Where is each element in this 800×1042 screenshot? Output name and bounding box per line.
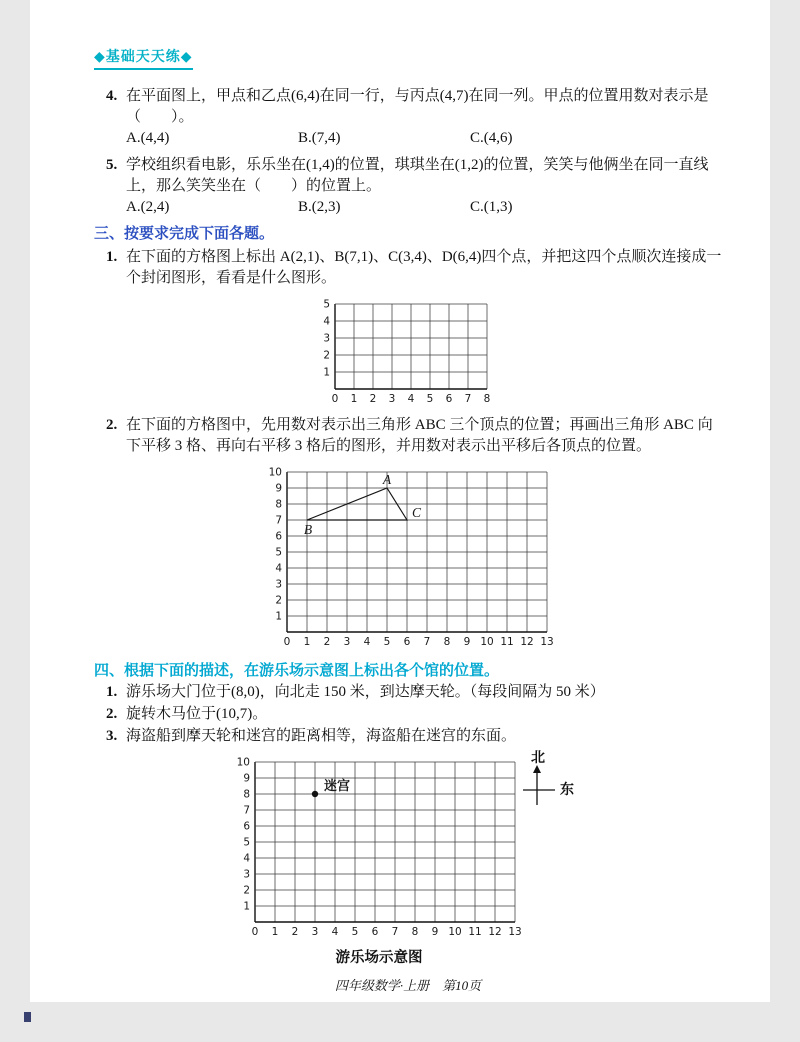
question-4-option-b: B.(7,4) (298, 130, 341, 146)
amusement-park-map-block (94, 750, 722, 967)
section-4-item-3-text: 海盗船到摩天轮和迷宫的距离相等，海盗船在迷宫的东面。 (126, 728, 517, 744)
compass-north-label: 北 (531, 749, 545, 765)
question-4-options (106, 128, 722, 149)
svg-text:10: 10 (448, 926, 462, 938)
question-4-number: 4. (106, 88, 118, 104)
svg-text:9: 9 (275, 482, 282, 495)
svg-text:3: 3 (243, 868, 250, 881)
svg-text:3: 3 (323, 332, 330, 345)
svg-text:7: 7 (243, 804, 250, 817)
svg-text:5: 5 (323, 298, 330, 311)
map-caption: 游乐场示意图 (335, 950, 423, 966)
svg-text:4: 4 (243, 852, 250, 865)
section-3-question-2-number: 2. (106, 417, 118, 433)
svg-text:3: 3 (311, 926, 319, 938)
svg-text:0: 0 (283, 636, 291, 648)
section-3-question-2-text: 在下面的方格图中，先用数对表示出三角形 ABC 三个顶点的位置；再画出三角形 ABC 向下平移 3 格、再向右平移 3 格后的图形，并用数对表示出平移后各顶点的位置。 (126, 417, 713, 454)
question-5-options (106, 197, 722, 218)
svg-text:2: 2 (323, 636, 331, 648)
vertex-label-A: A (382, 472, 392, 487)
svg-text:2: 2 (291, 926, 299, 938)
svg-text:12: 12 (520, 636, 534, 648)
section-3-question-1-number: 1. (106, 249, 118, 265)
svg-text:13: 13 (540, 636, 554, 648)
svg-text:6: 6 (445, 393, 453, 405)
question-5 (106, 155, 722, 197)
svg-text:5: 5 (383, 636, 391, 648)
svg-text:4: 4 (323, 315, 330, 328)
grid-plot-2 (267, 460, 722, 654)
svg-text:11: 11 (468, 926, 482, 938)
section-4-item-1 (106, 682, 722, 703)
svg-text:7: 7 (464, 393, 472, 405)
vertex-label-C: C (412, 505, 422, 520)
section-4-item-1-number: 1. (106, 684, 118, 700)
svg-text:7: 7 (423, 636, 431, 648)
svg-text:12: 12 (488, 926, 502, 938)
svg-text:0: 0 (251, 926, 259, 938)
svg-text:1: 1 (303, 636, 311, 648)
compass-cross-icon (522, 765, 558, 809)
section-3-question-1 (106, 247, 722, 289)
svg-text:5: 5 (351, 926, 359, 938)
svg-text:10: 10 (480, 636, 494, 648)
svg-text:1: 1 (271, 926, 279, 938)
svg-text:1: 1 (350, 393, 358, 405)
coordinate-grid-svg (267, 460, 555, 649)
question-5-text: 学校组织看电影，乐乐坐在(1,4)的位置，琪琪坐在(1,2)的位置，笑笑与他俩坐在同一直线上，那么笑笑坐在（ ）的位置上。 (126, 157, 709, 194)
question-5-option-a: A.(2,4) (126, 199, 170, 215)
grid-plot-1 (315, 292, 722, 411)
svg-text:7: 7 (275, 514, 282, 527)
grid-plot-3 (235, 750, 722, 944)
svg-text:9: 9 (431, 926, 439, 938)
svg-text:1: 1 (323, 366, 330, 379)
section-4-item-2-number: 2. (106, 706, 118, 722)
svg-text:6: 6 (275, 530, 282, 543)
svg-text:8: 8 (443, 636, 451, 648)
section-4-item-3-number: 3. (106, 728, 118, 744)
section-4-item-1-text: 游乐场大门位于(8,0)，向北走 150 米，到达摩天轮。（每段间隔为 50 米） (126, 684, 605, 700)
worksheet-page (30, 0, 770, 1002)
svg-text:9: 9 (463, 636, 471, 648)
question-4-option-c: C.(4,6) (470, 130, 513, 146)
svg-text:4: 4 (363, 636, 371, 648)
coordinate-grid-svg (315, 292, 495, 406)
section-3-heading: 三、按要求完成下面各题。 (94, 225, 275, 242)
svg-text:5: 5 (426, 393, 434, 405)
question-4 (106, 86, 722, 128)
question-4-option-a: A.(4,4) (126, 130, 170, 146)
svg-text:8: 8 (483, 393, 491, 405)
svg-text:4: 4 (275, 562, 282, 575)
svg-text:4: 4 (407, 393, 415, 405)
svg-text:3: 3 (275, 578, 282, 591)
marked-point-dot (312, 791, 318, 797)
svg-text:10: 10 (268, 466, 282, 479)
page-content (30, 0, 770, 994)
svg-text:13: 13 (508, 926, 522, 938)
section-4-item-3 (106, 726, 722, 747)
page-footer: 四年级数学·上册 第10页 (334, 978, 482, 993)
svg-text:9: 9 (243, 772, 250, 785)
svg-text:2: 2 (323, 349, 330, 362)
svg-text:3: 3 (388, 393, 396, 405)
svg-text:2: 2 (243, 884, 250, 897)
compass-east-label: 东 (560, 781, 574, 797)
svg-text:1: 1 (275, 610, 282, 623)
svg-text:3: 3 (343, 636, 351, 648)
header-badge: ◆基础天天练◆ (94, 46, 193, 70)
section-4-heading: 四、根据下面的描述，在游乐场示意图上标出各个馆的位置。 (94, 662, 500, 679)
scan-artifact (24, 1012, 31, 1022)
section-4-item-2 (106, 704, 722, 725)
svg-text:6: 6 (243, 820, 250, 833)
svg-text:7: 7 (391, 926, 399, 938)
svg-text:2: 2 (369, 393, 377, 405)
svg-text:5: 5 (243, 836, 250, 849)
svg-text:5: 5 (275, 546, 282, 559)
svg-text:6: 6 (371, 926, 379, 938)
section-4-item-2-text: 旋转木马位于(10,7)。 (126, 706, 268, 722)
question-5-option-c: C.(1,3) (470, 199, 513, 215)
svg-text:10: 10 (236, 756, 250, 769)
svg-text:0: 0 (331, 393, 339, 405)
vertex-label-B: B (303, 522, 313, 537)
svg-text:8: 8 (243, 788, 250, 801)
svg-text:2: 2 (275, 594, 282, 607)
compass (522, 750, 584, 812)
question-4-text: 在平面图上，甲点和乙点(6,4)在同一行，与丙点(4,7)在同一列。甲点的位置用数对表示是（ ）。 (126, 88, 709, 125)
svg-text:8: 8 (411, 926, 419, 938)
marked-point-label: 迷宫 (324, 778, 351, 793)
question-5-number: 5. (106, 157, 118, 173)
svg-text:4: 4 (331, 926, 339, 938)
svg-text:11: 11 (500, 636, 514, 648)
coordinate-grid-svg (235, 750, 523, 939)
svg-text:6: 6 (403, 636, 411, 648)
section-3-question-1-text: 在下面的方格图上标出 A(2,1)、B(7,1)、C(3,4)、D(6,4)四个点，并把这四个点顺次连接成一个封闭图形，看看是什么图形。 (126, 249, 722, 286)
svg-text:8: 8 (275, 498, 282, 511)
question-5-option-b: B.(2,3) (298, 199, 341, 215)
svg-text:1: 1 (243, 900, 250, 913)
section-3-question-2 (106, 415, 722, 457)
